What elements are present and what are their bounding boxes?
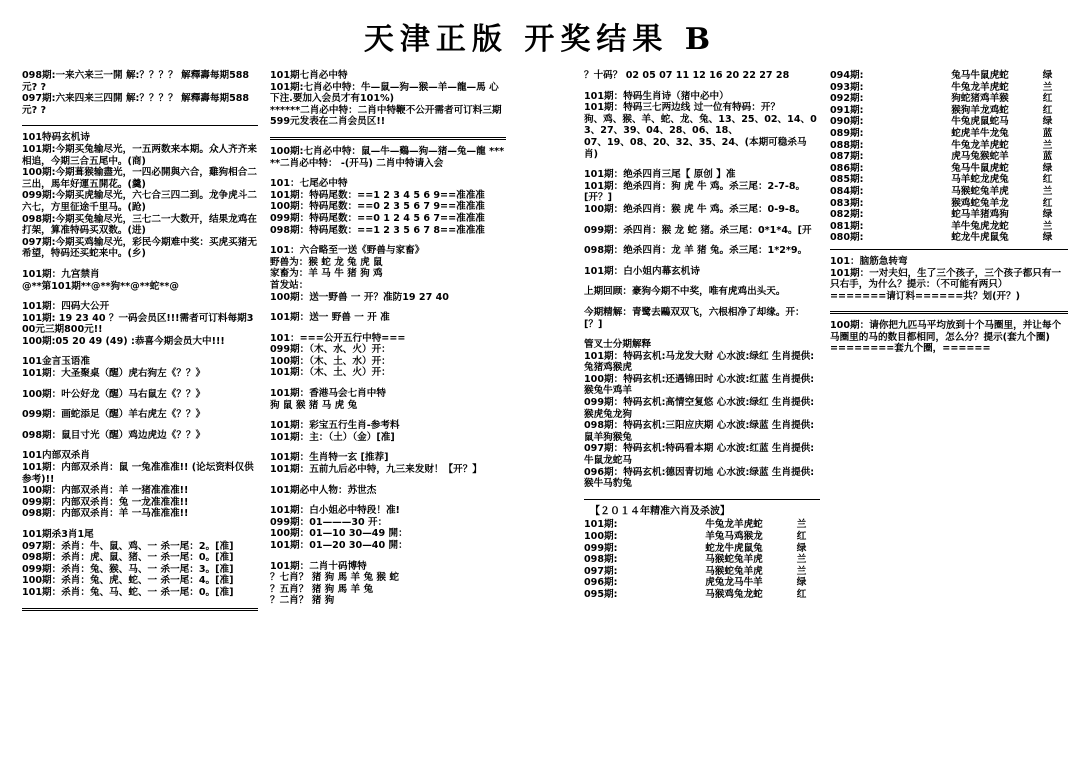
text-line: 101期:今期买兔输尽光，一五两数来本期。众人齐齐来相追，今期三合五尾中。(商) (22, 143, 257, 167)
text-line: 099期：杀四肖：猴 龙 蛇 猪。杀三尾：0*1*4。[开 (584, 224, 812, 236)
text-block (270, 420, 506, 443)
text-block (22, 301, 258, 347)
zodiac-list: 兔马牛鼠虎蛇 (951, 70, 1009, 81)
block-title: 101期：白小姐内幕玄机诗 (584, 265, 700, 277)
text-block (22, 450, 258, 520)
text-block (270, 485, 506, 497)
text-block (22, 430, 258, 442)
text-block (270, 333, 506, 379)
text-block (584, 307, 820, 330)
period-label: 099期: (584, 542, 618, 554)
period-label: 100期: (584, 531, 618, 542)
zodiac-row (830, 221, 1060, 233)
text-line: 101期: 19 23 40 ？一码会员区!!!需者可订料每期300元三期800元!! (22, 312, 254, 336)
prediction-top (22, 70, 258, 116)
period-label: 101期: (584, 519, 618, 531)
text-block (270, 245, 506, 303)
text-line: 098期：特码玄机:三阳应庆期 心水波:绿蓝 生肖提供:鼠羊狗猴兔 (584, 420, 815, 443)
text-block (22, 356, 258, 379)
text-line: 首发站： (270, 279, 309, 291)
text-line: 101期：送一 野兽 一 开 准 (270, 312, 390, 324)
zodiac-row (584, 589, 814, 601)
block-title: 101：六合略至一送《野兽与家畜》 (270, 245, 425, 257)
zodiac-row (830, 163, 1060, 175)
text-line: =======请订料======共？划(开？) (830, 290, 1021, 302)
column-4 (830, 70, 1068, 364)
text-line: 101期：大圣聚桌（醒）虎右狗左《？？》 (22, 368, 206, 380)
text-line: 099期：画蛇添足（醒）羊右虎左《？？》 (22, 409, 206, 421)
text-line: 101期：内部双杀肖：鼠 一兔准准准!! (论坛资料仅供参考)!! (22, 462, 254, 485)
wave-color: 兰 (796, 565, 807, 577)
text-block (270, 146, 506, 169)
zodiac-list: 马猴蛇兔羊虎 (951, 185, 1009, 197)
text-line: 098期：杀肖：虎、鼠、猪、一 杀一尾：0。[准] (22, 552, 234, 564)
text-block (270, 70, 506, 128)
text-block (584, 169, 820, 215)
text-line: 097期：特码玄机:特码看本期 心水波:红蓝 生肖提供:牛鼠龙蛇马 (584, 443, 815, 467)
text-line: 家畜为：羊 马 牛 猪 狗 鸡 (270, 268, 383, 280)
text-line: 098期:一来六来三一開 解:？？？？ 解釋壽每期588元? ? (22, 70, 250, 93)
zodiac-list: 马猴蛇兔羊虎 (705, 565, 763, 577)
text-line: 狗、鸡、猴、羊、蛇、龙、兔、13、25、02、14、03、27、39、04、28、06、18、 (584, 113, 817, 137)
zodiac-row (830, 116, 1060, 128)
zodiac-list: 牛兔龙羊虎蛇 (951, 81, 1009, 93)
zodiac-row (830, 186, 1060, 198)
text-block (584, 70, 820, 82)
text-line: 098期:今期买兔输尽光，三七二一大数开，结果龙鸡在打架，算准特码买双数。(进) (22, 213, 257, 237)
text-line: 099期：（木、水、火）开： (270, 344, 391, 356)
period-label: 091期: (830, 104, 864, 116)
block-title: 101期七肖必中特 (270, 70, 348, 81)
zodiac-row (584, 577, 814, 589)
text-line: 098期：绝杀四肖：龙 羊 猪 兔。杀三尾：1*2*9。 (584, 245, 808, 257)
zodiac-list: 马猴鸡兔龙蛇 (705, 588, 763, 600)
text-line: 野兽为：猴 蛇 龙 兔 虎 鼠 (270, 256, 383, 268)
wave-color: 兰 (1042, 81, 1053, 93)
wave-color: 绿 (1042, 70, 1053, 81)
wave-color: 兰 (1042, 185, 1053, 197)
text-block (22, 529, 258, 599)
zodiac-row (830, 82, 1060, 94)
zodiac-list: 虎兔龙马牛羊 (705, 577, 763, 589)
period-label: 086期: (830, 162, 864, 174)
period-label: 088期: (830, 139, 864, 151)
text-line: 100期:今期葺猴输盡光，一四必開與六合，雞狗相合二三出，馬年好運五開花。(羹) (22, 167, 257, 190)
block-title: 101期：香港马会七肖中特 (270, 388, 386, 400)
zodiac-row (830, 174, 1060, 186)
text-block (22, 409, 258, 421)
wave-color: 红 (1042, 174, 1053, 186)
zodiac-row (830, 105, 1060, 117)
wave-color: 绿 (796, 542, 807, 554)
section-title-2014: 【２０１４年精准六肖及杀波】 (590, 505, 730, 517)
zodiac-list: 牛兔龙羊虎蛇 (951, 139, 1009, 151)
text-line: 今期精解：青鹭去鷗双双飞，六根相净了却缘。开：[？] (584, 306, 805, 330)
zodiac-row (584, 543, 814, 555)
wave-color: 兰 (1042, 220, 1053, 232)
text-line: 101期必中人物：苏世杰 (270, 484, 377, 496)
text-line: 上期回顾：豪狗今期不中奖，唯有虎鸡出头天。 (584, 286, 786, 298)
block-title: 101特码玄机诗 (22, 132, 90, 144)
block-title: 101期杀3肖1尾 (22, 529, 94, 540)
text-line: 狗 鼠 猴 猪 马 虎 兔 (270, 399, 358, 411)
text-line: 101期：主：（土）（金）[准] (270, 431, 395, 443)
text-line: 100期：01—10 30—49 開： (270, 528, 408, 540)
zodiac-list: 马猴蛇兔羊虎 (705, 554, 763, 566)
period-label: 095期: (584, 588, 618, 600)
text-line: 099期：杀肖：兔、猴、马、一 杀一尾：3。[准] (22, 563, 234, 575)
text-line: 096期：特码玄机:德因青切地 心水波:绿蓝 生肖提供:猴牛马豹兔 (584, 466, 815, 490)
zodiac-row (830, 232, 1060, 244)
block-title: 101期：彩宝五行生肖-参考料 (270, 420, 400, 432)
divider (830, 311, 1068, 314)
period-label: 084期: (830, 185, 864, 197)
text-line: ？十码？ 02 05 07 11 12 16 20 22 27 28 (584, 70, 790, 81)
period-label: 096期: (584, 577, 618, 589)
text-block (270, 505, 506, 551)
zodiac-row (830, 128, 1060, 140)
zodiac-list: 蛇虎羊牛龙兔 (951, 127, 1009, 139)
divider (270, 137, 506, 140)
divider (22, 125, 258, 126)
zodiac-row (584, 566, 814, 578)
period-label: 089期: (830, 127, 864, 139)
wave-color: 兰 (796, 519, 807, 531)
text-block (584, 339, 820, 490)
block-title: 101期：九宫禁肖 (22, 268, 100, 280)
divider (584, 499, 820, 500)
text-line: 098期：内部双杀肖：羊 一马准准准!! (22, 508, 189, 520)
wave-color: 蓝 (1042, 151, 1053, 163)
block-title: 101期：二肖十码博特 (270, 560, 367, 572)
text-line: 099期：特码尾数：==0 1 2 4 5 6 7==准准准 (270, 212, 485, 224)
period-label: 081期: (830, 220, 864, 232)
text-line: 101期:七肖必中特：牛—鼠—狗—猴—羊—龍—馬 心下注.要加入会员才有101%) (270, 81, 499, 105)
zodiac-list: 蛇龙牛虎鼠兔 (951, 232, 1009, 244)
zodiac-list: 蛇龙牛虎鼠兔 (705, 542, 763, 554)
block-title: 101期：生肖特一玄 [推荐] (270, 452, 389, 464)
zodiac-list: 猴狗羊龙鸡蛇 (951, 104, 1009, 116)
zodiac-list: 羊兔马鸡猴龙 (705, 531, 763, 542)
text-line: 099期：01———30 开： (270, 516, 388, 528)
text-line: ========套九个圈，====== (830, 343, 991, 355)
text-line: 100期：叶公好龙（醒）马右鼠左《？？》 (22, 388, 206, 400)
zodiac-list: 蛇马羊猪鸡狗 (951, 209, 1009, 221)
zodiac-list: 羊牛兔虎龙蛇 (951, 220, 1009, 232)
period-label: 080期: (830, 232, 864, 244)
block-title: 101内部双杀肖 (22, 450, 90, 462)
period-label: 083期: (830, 197, 864, 209)
zodiac-list: 狗蛇猪鸡羊猴 (951, 93, 1009, 105)
text-line: 097期:六来四来三四開 解:？？？？ 解釋壽每期588元? ? (22, 93, 250, 116)
text-block (270, 561, 506, 607)
text-line: ？五肖？ 猪 狗 馬 羊 兔 (270, 583, 374, 595)
text-block (584, 91, 820, 161)
block-title: 101期：绝杀四肖三尾【 原创 】准 (584, 169, 736, 181)
text-line: 100期：特码尾数：==0 2 3 5 6 7 9==准准准 (270, 201, 485, 213)
text-block (270, 178, 506, 236)
period-label: 090期: (830, 116, 864, 128)
column-1 (22, 70, 258, 617)
text-block (270, 452, 506, 475)
text-block (584, 225, 820, 237)
text-line: @**第101期**@**狗**@**蛇**@ (22, 280, 179, 292)
period-label: 094期: (830, 70, 864, 81)
zodiac-table-history (830, 70, 1060, 244)
wave-color: 绿 (1042, 162, 1053, 174)
block-title: 101：===公开五行中特=== (270, 332, 406, 344)
wave-color: 绿 (1042, 232, 1053, 244)
text-line: 101期：特码三七两边线 过一位有特码：开？ (584, 102, 781, 114)
text-line: 100期：杀肖：兔、虎、蛇、一 杀一尾：4。[准] (22, 575, 234, 587)
zodiac-row (584, 554, 814, 566)
zodiac-row (830, 140, 1060, 152)
text-line: 099期：内部双杀肖：兔 一龙准准准!! (22, 496, 189, 508)
text-line: 100期：送一野兽 一 开？准防19 27 40 (270, 291, 449, 303)
text-block (22, 389, 258, 401)
wave-color: 绿 (1042, 116, 1053, 128)
text-line: 101期：（木、土、火）开： (270, 367, 391, 379)
text-block (270, 312, 506, 324)
page-title: 天津正版 开奖结果 B (363, 22, 717, 57)
text-line: 07、19、08、20、32、35、24、(本期可稳杀马肖) (584, 136, 807, 160)
wave-color: 兰 (1042, 139, 1053, 151)
text-line: 101期：特码玄机:马龙发大财 心水波:绿红 生肖提供:兔猪鸡猴虎 (584, 350, 815, 374)
text-line: 098期：鼠目寸光（醒）鸡边虎边《？？》 (22, 429, 206, 441)
text-block (270, 388, 506, 411)
zodiac-list: 猴鸡蛇兔羊龙 (951, 197, 1009, 209)
text-line: 100期:05 20 49 (49) :恭喜今期会员大中!!! (22, 335, 225, 347)
text-line: 101期：绝杀四肖：狗 虎 牛 鸡。杀三尾：2-7-8。[开？] (584, 180, 806, 204)
period-label: 093期: (830, 81, 864, 93)
text-block (584, 266, 820, 278)
column-3 (584, 70, 820, 601)
zodiac-row (830, 93, 1060, 105)
zodiac-row (584, 531, 814, 543)
zodiac-row (830, 198, 1060, 210)
wave-color: 红 (1042, 197, 1053, 209)
period-label: 082期: (830, 209, 864, 221)
text-line: 097期:今期买鸡输尽光，彩民今期难中奖：买虎买猪无希望，特码还买蛇来中。(乡) (22, 236, 257, 260)
zodiac-table-2014 (584, 519, 814, 600)
text-line: 100期:七肖必中特：鼠—牛—鷄—狗—猪—兔—龍 *****二肖必中特： -(开马) 二肖中特请入会 (270, 145, 505, 169)
divider (830, 249, 1068, 250)
text-line: 099期:今期买虎输尽光，六七合三四二到。龙争虎斗二六七，方里征途千里马。(跄) (22, 190, 257, 213)
block-title: 101期：特码生肖诗（猪中必中） (584, 90, 729, 102)
text-line: 101期：特码尾数：==1 2 3 4 5 6 9==准准准 (270, 189, 485, 201)
text-block (830, 320, 1068, 355)
text-line: 101期：一对夫妇，生了三个孩子，三个孩子都只有一只右手，为什么？提示：（不可能有两只） (830, 267, 1062, 291)
text-block (584, 245, 820, 257)
text-block (22, 132, 258, 260)
zodiac-list: 虎马兔猴蛇羊 (951, 151, 1009, 163)
period-label: 087期: (830, 151, 864, 163)
divider (22, 608, 258, 611)
block-title: 101期：白小姐必中特段！准! (270, 505, 400, 517)
text-line: 100期：内部双杀肖：羊 一猪准准准!! (22, 485, 189, 497)
block-title: 101金言玉语准 (22, 356, 90, 368)
text-line: ？七肖？ 猪 狗 馬 羊 兔 猴 蛇 (270, 572, 399, 584)
text-line: ******二肖必中特：二肖中特鞭不公开需者可订料三期599元发表在二肖会员区!! (270, 104, 502, 128)
period-label: 098期: (584, 554, 618, 566)
block-title: 101：七尾必中特 (270, 178, 348, 190)
zodiac-list: 兔马牛鼠虎蛇 (951, 162, 1009, 174)
text-line: 101期：五前九后必中特，九三来发财！【开？】 (270, 464, 482, 476)
text-line: 101期：杀肖：兔、马、蛇、一 杀一尾：0。[准] (22, 586, 234, 598)
zodiac-list: 牛兔龙羊虎蛇 (705, 519, 763, 531)
text-line: 099期：特码玄机:高情空复悠 心水波:绿红 生肖提供:猴虎兔龙狗 (584, 397, 815, 420)
zodiac-row (830, 70, 1060, 82)
text-line: 100期：请你把九匹马平均放到十个马圈里，并让每个马圈里的马的数目都相同，怎么分？提示(套九个圈) (830, 320, 1062, 343)
wave-color: 蓝 (1042, 127, 1053, 139)
wave-color: 红 (1042, 93, 1053, 105)
wave-color: 绿 (796, 577, 807, 589)
wave-color: 兰 (796, 554, 807, 566)
wave-color: 绿 (1042, 209, 1053, 221)
period-label: 092期: (830, 93, 864, 105)
text-line: 097期：杀肖：牛、鼠、鸡、一 杀一尾：2。[准] (22, 540, 234, 552)
text-line: 098期：特码尾数：==1 2 3 5 6 7 8==准准准 (270, 224, 485, 236)
text-block (584, 286, 820, 298)
period-label: 097期: (584, 565, 618, 577)
text-line: 101期：01—20 30—40 開： (270, 540, 408, 551)
wave-color: 红 (1042, 104, 1053, 116)
text-block (22, 269, 258, 292)
wave-color: 红 (796, 531, 807, 542)
text-block (830, 256, 1068, 302)
block-title: 101：脑筋急转弯 (830, 255, 908, 267)
zodiac-list: 牛兔虎鼠蛇马 (951, 116, 1009, 128)
zodiac-list: 马羊蛇龙虎兔 (951, 174, 1009, 186)
block-title: 管叉士分期解释 (584, 339, 652, 351)
column-2 (270, 70, 506, 616)
text-line: 100期：特码玄机:还遇锦田时 心水波:红蓝 生肖提供:猴兔牛鸡羊 (584, 373, 815, 397)
zodiac-row (830, 151, 1060, 163)
period-label: 085期: (830, 174, 864, 186)
wave-color: 红 (796, 588, 807, 600)
zodiac-row (830, 209, 1060, 221)
block-title: 101期：四码大公开 (22, 301, 110, 313)
text-line: 100期：（木、土、水）开： (270, 355, 391, 367)
zodiac-row (584, 519, 814, 531)
text-line: 100期：绝杀四肖：猴 虎 牛 鸡。杀三尾：0-9-8。 (584, 203, 806, 215)
text-line: ？二肖？ 猪 狗 (270, 595, 335, 607)
